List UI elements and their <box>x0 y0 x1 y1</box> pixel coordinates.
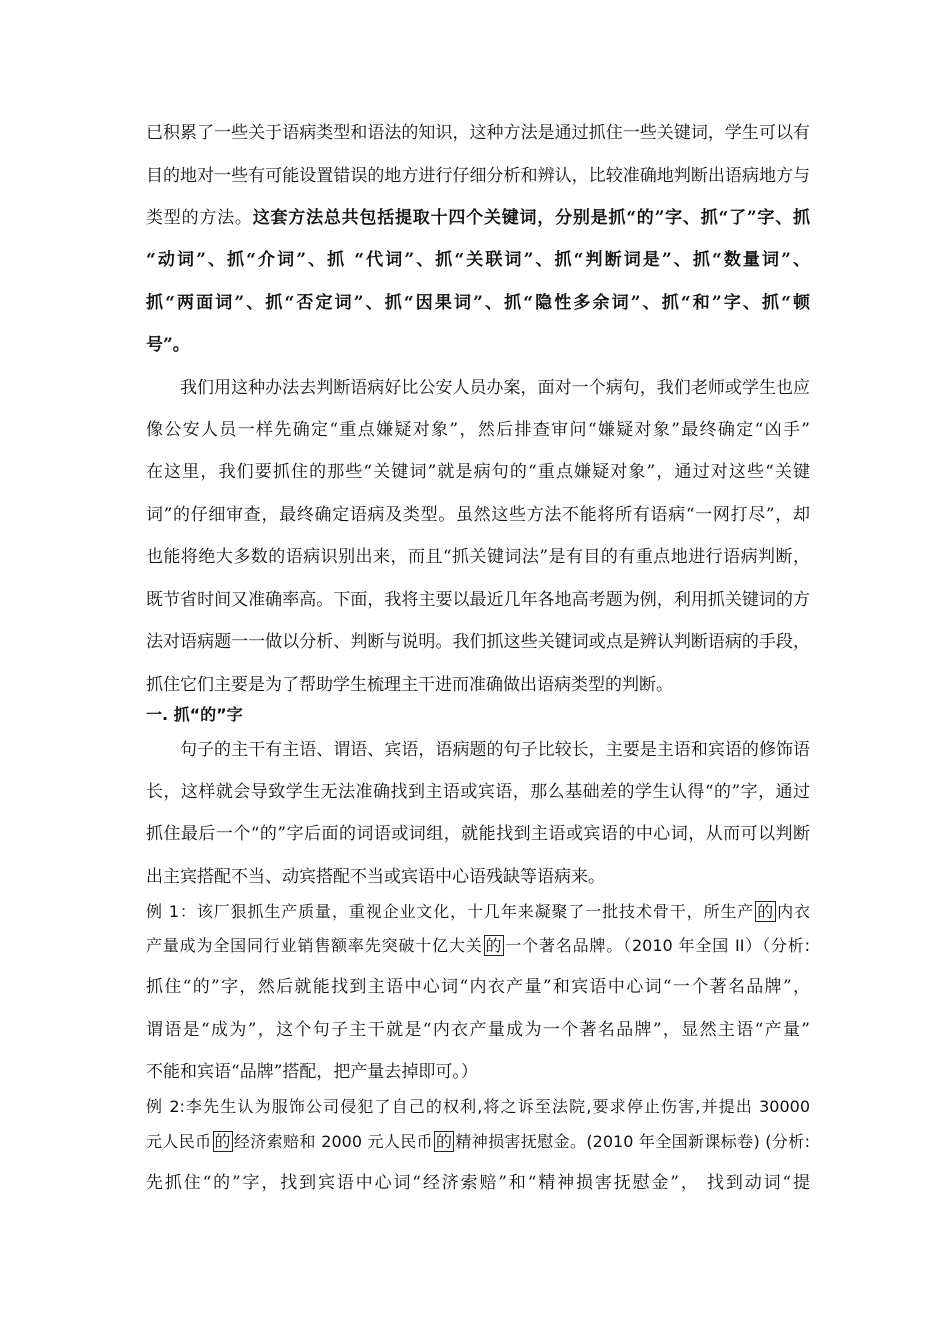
para1-line3-bold: 这套方法总共包括提取十四个关键词，分别是抓“的”字、抓“了”字、抓 <box>252 208 810 228</box>
example1-line3: 抓住“的”字，然后就能找到主语中心词“内衣产量”和宾语中心词“一个著名品牌”， <box>146 977 810 997</box>
para1-line3-normal: 类型的方法。 <box>146 208 253 228</box>
para1-line6: 号”。 <box>146 335 190 355</box>
para3-line4: 出主宾搭配不当、动宾搭配不当或宾语中心语残缺等语病来。 <box>146 867 605 887</box>
example2-line2 <box>146 1131 810 1153</box>
example1-line1-boxed-char: 的 <box>757 902 775 921</box>
example1-line1 <box>146 901 810 923</box>
para2-line7: 法对语病题一一做以分析、判断与说明。我们抓这些关键词或点是辨认判断语病的手段， <box>146 632 810 652</box>
example1-line2-text: 产量成为全国同行业销售额率先突破十亿大关 <box>146 936 483 955</box>
para2-line3: 在这里，我们要抓住的那些“关键词”就是病句的“重点嫌疑对象”，通过对这些“关键 <box>146 462 810 482</box>
para1-line1: 已积累了一些关于语病类型和语法的知识，这种方法是通过抓住一些关键词，学生可以有 <box>146 123 810 143</box>
example1-line2-boxed-char: 的 <box>485 936 503 955</box>
example2-line2-mid: 经济索赔和 2000 元人民币 <box>233 1132 433 1151</box>
para3-line2: 长，这样就会导致学生无法准确找到主语或宾语，那么基础差的学生认得“的”字，通过 <box>146 782 810 802</box>
para2-line5: 也能将绝大多数的语病识别出来，而且“抓关键词法”是有目的有重点地进行语病判断， <box>146 547 810 567</box>
para2-line6: 既节省时间又准确率高。下面，我将主要以最近几年各地高考题为例，利用抓关键词的方 <box>146 590 810 610</box>
para3-line1: 句子的主干有主语、谓语、宾语，语病题的句子比较长，主要是主语和宾语的修饰语 <box>180 740 810 760</box>
example2-line2-boxed-char-1: 的 <box>214 1132 231 1151</box>
example1-line1-text: 例 1：该厂狠抓生产质量，重视企业文化，十几年来凝聚了一批技术骨干，所生产 <box>146 902 755 921</box>
para1-line3 <box>146 207 810 229</box>
example2-line2-tail: 精神损害抚慰金。(2010 年全国新课标卷) (分析: <box>455 1132 810 1151</box>
example1-line4: 谓语是“成为”，这个句子主干就是“内衣产量成为一个著名品牌”，显然主语“产量” <box>146 1020 810 1040</box>
example2-line2-boxed-char-2: 的 <box>435 1132 453 1151</box>
example1-line5: 不能和宾语“品牌”搭配，把产量去掉即可。） <box>146 1062 478 1082</box>
example2-line2-text: 元人民币 <box>146 1132 212 1151</box>
para2-line1: 我们用这种办法去判断语病好比公安人员办案，面对一个病句，我们老师或学生也应 <box>180 378 810 398</box>
example1-line1-tail: 内衣 <box>777 902 810 921</box>
para1-line4: “动词”、抓“介词”、抓 “代词”、抓“关联词”、抓“判断词是”、抓“数量词”、 <box>146 250 810 270</box>
para2-line2: 像公安人员一样先确定“重点嫌疑对象”，然后排查审问“嫌疑对象”最终确定“凶手” <box>146 420 810 440</box>
para2-line4: 词”的仔细审查，最终确定语病及类型。虽然这些方法不能将所有语病“一网打尽”，却 <box>146 505 810 525</box>
para1-line5: 抓“两面词”、抓“否定词”、抓“因果词”、抓“隐性多余词”、抓“和”字、抓“顿 <box>146 293 810 313</box>
example1-line2 <box>146 935 810 957</box>
example2-line3: 先抓住“的”字，找到宾语中心词“经济索赔”和“精神损害抚慰金”， 找到动词“提 <box>146 1173 810 1193</box>
example2-line1: 例 2:李先生认为服饰公司侵犯了自己的权利,将之诉至法院,要求停止伤害,并提出 30000 <box>146 1097 810 1116</box>
example1-line2-tail: 一个著名品牌。（2010 年全国 II）（分析: <box>505 936 810 955</box>
para1-line2: 目的地对一些有可能设置错误的地方进行仔细分析和辨认，比较准确地判断出语病地方与 <box>146 166 810 186</box>
section-heading: 一. 抓“的”字 <box>146 705 243 724</box>
para3-line3: 抓住最后一个“的”字后面的词语或词组，就能找到主语或宾语的中心词，从而可以判断 <box>146 824 810 844</box>
para2-line8: 抓住它们主要是为了帮助学生梳理主干进而准确做出语病类型的判断。 <box>146 675 673 695</box>
